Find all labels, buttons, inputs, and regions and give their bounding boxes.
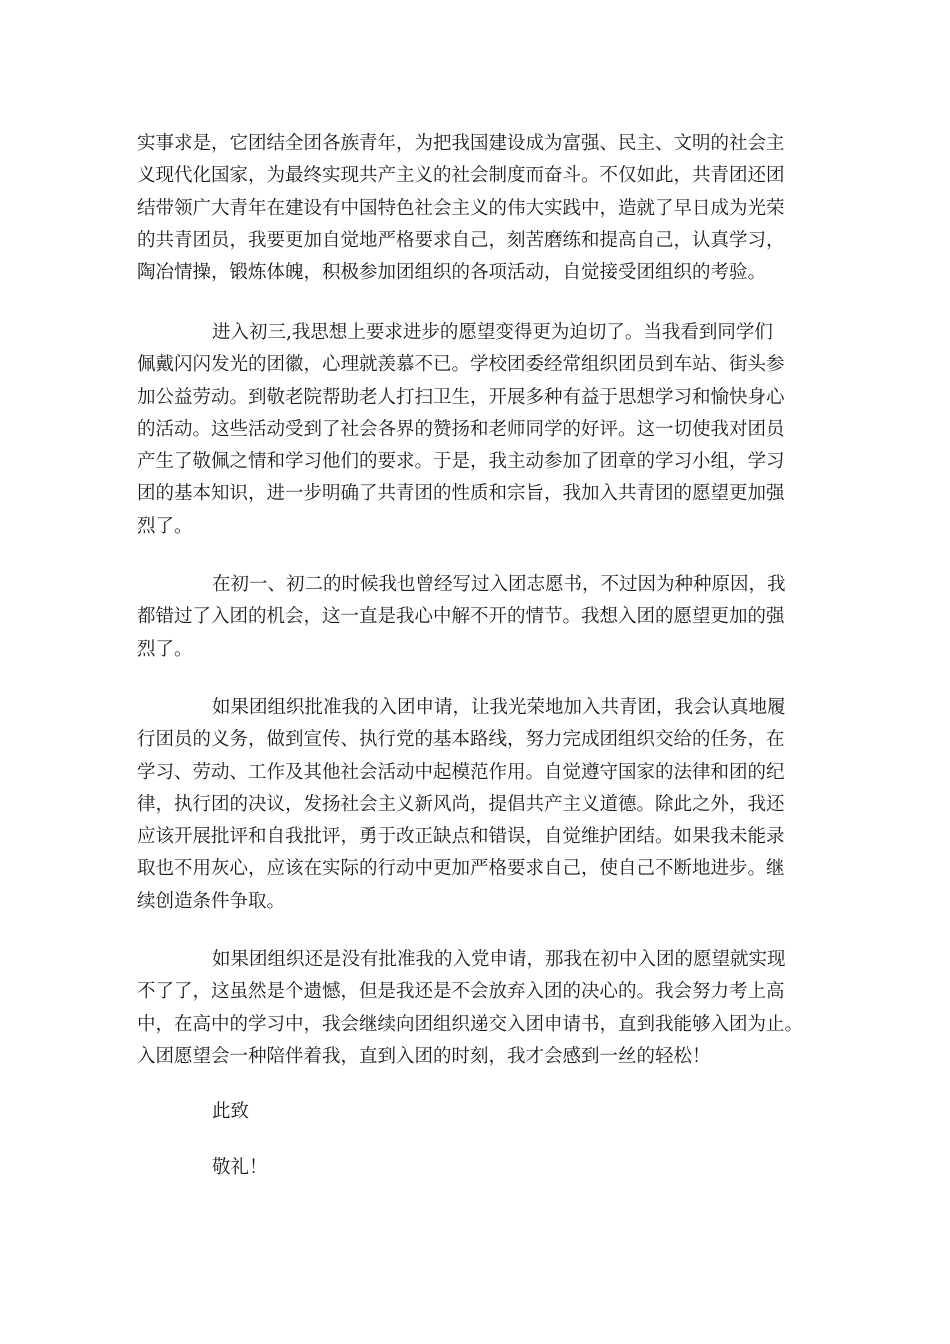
paragraph-line: 不了了，这虽然是个遗憾，但是我还是不会放弃入团的决心的。我会努力考上高	[137, 981, 785, 1003]
paragraph-3	[137, 569, 817, 666]
paragraph-line: 结带领广大青年在建设有中国特色社会主义的伟大实践中，造就了早日成为光荣	[137, 197, 785, 219]
closing-regards: 敬礼！	[212, 1157, 268, 1178]
paragraph-line: 加公益劳动。到敬老院帮助老人打扫卫生，开展多种有益于思想学习和愉快身心	[137, 386, 785, 408]
paragraph-line: 中，在高中的学习中，我会继续向团组织递交入团申请书，直到我能够入团为止。	[137, 1013, 804, 1035]
paragraph-line: 律，执行团的决议，发扬社会主义新风尚，提倡共产主义道德。除此之外，我还	[137, 793, 785, 815]
paragraph-line: 在初一、初二的时候我也曾经写过入团志愿书，不过因为种种原因，我	[212, 574, 786, 595]
paragraph-line: 佩戴闪闪发光的团徽，心理就羡慕不已。学校团委经常组织团员到车站、街头参	[137, 354, 785, 376]
paragraph-line: 行团员的义务，做到宣传、执行党的基本路线，努力完成团组织交给的任务，在	[137, 729, 785, 751]
paragraph-line: 产生了敬佩之情和学习他们的要求。于是，我主动参加了团章的学习小组，学习	[137, 451, 785, 473]
closing-salutation: 此致	[212, 1101, 250, 1122]
paragraph-line: 的活动。这些活动受到了社会各界的赞扬和老师同学的好评。这一切使我对团员	[137, 418, 785, 440]
paragraph-line: 学习、劳动、工作及其他社会活动中起模范作用。自觉遵守国家的法律和团的纪	[137, 761, 785, 783]
paragraph-5	[137, 944, 817, 1073]
paragraph-line: 入团愿望会一种陪伴着我，直到入团的时刻，我才会感到一丝的轻松！	[137, 1045, 711, 1067]
paragraph-line: 实事求是，它团结全团各族青年，为把我国建设成为富强、民主、文明的社会主	[137, 133, 785, 154]
paragraph-line: 义现代化国家，为最终实现共产主义的社会制度而奋斗。不仅如此，共青团还团	[137, 165, 785, 187]
paragraph-line: 应该开展批评和自我批评，勇于改正缺点和错误，自觉维护团结。如果我未能录	[137, 826, 785, 848]
paragraph-line: 取也不用灰心，应该在实际的行动中更加严格要求自己，使自己不断地进步。继	[137, 858, 785, 880]
paragraph-line: 进入初三,我思想上要求进步的愿望变得更为迫切了。当我看到同学们	[212, 322, 773, 343]
paragraph-line: 陶冶情操，锻炼体魄，积极参加团组织的各项活动，自觉接受团组织的考验。	[137, 262, 767, 284]
paragraph-line: 烈了。	[137, 515, 193, 537]
paragraph-line: 续创造条件争取。	[137, 890, 286, 912]
paragraph-line: 团的基本知识，进一步明确了共青团的性质和宗旨，我加入共青团的愿望更加强	[137, 483, 785, 505]
paragraph-line: 如果团组织还是没有批准我的入党申请，那我在初中入团的愿望就实现	[212, 949, 786, 970]
paragraph-2	[137, 317, 817, 543]
paragraph-line: 的共青团员，我要更加自觉地严格要求自己，刻苦磨练和提高自己，认真学习，	[137, 229, 785, 251]
paragraph-4	[137, 692, 817, 918]
paragraph-line: 如果团组织批准我的入团申请，让我光荣地加入共青团，我会认真地履	[212, 697, 786, 718]
paragraph-line: 烈了。	[137, 638, 193, 660]
paragraph-1	[137, 128, 817, 289]
paragraph-line: 都错过了入团的机会，这一直是我心中解不开的情节。我想入团的愿望更加的强	[137, 606, 785, 628]
